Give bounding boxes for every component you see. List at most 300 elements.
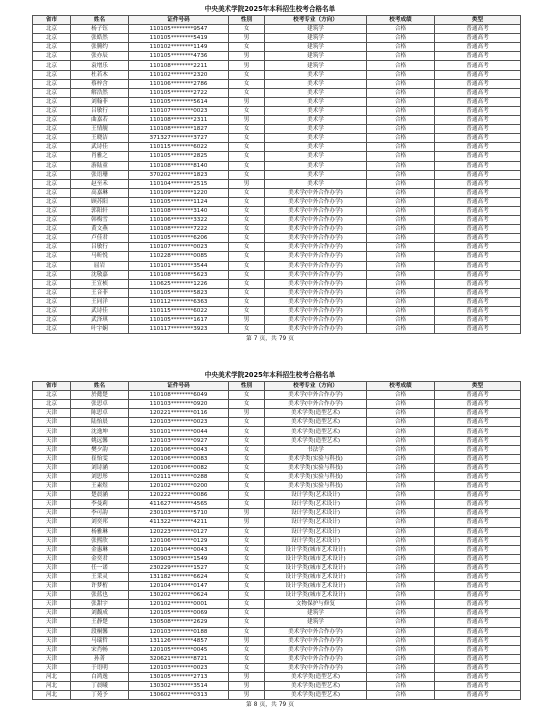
category-cell: 普通高考 — [435, 316, 521, 325]
id-number-cell: 110108********3140 — [129, 206, 229, 215]
name-cell: 刘诗涵 — [71, 463, 129, 472]
footer-prefix: 第 — [245, 702, 252, 709]
table-row — [33, 627, 521, 636]
result-cell: 合格 — [367, 591, 435, 600]
table-row — [33, 600, 521, 609]
gender-cell: 女 — [229, 288, 265, 297]
category-cell: 普通高考 — [435, 61, 521, 70]
table-row — [33, 545, 521, 554]
province-cell: 北京 — [33, 88, 71, 97]
table-row — [33, 654, 521, 663]
major-cell: 设计学类(艺术设计) — [265, 509, 367, 518]
result-cell: 合格 — [367, 234, 435, 243]
result-cell: 合格 — [367, 61, 435, 70]
major-cell: 美术学 — [265, 161, 367, 170]
table-row — [33, 116, 521, 125]
id-number-cell: 310101********0044 — [129, 427, 229, 436]
table-row — [33, 25, 521, 34]
gender-cell: 女 — [229, 134, 265, 143]
result-cell: 合格 — [367, 618, 435, 627]
category-cell: 普通高考 — [435, 270, 521, 279]
category-cell: 普通高考 — [435, 609, 521, 618]
result-cell: 合格 — [367, 252, 435, 261]
gender-cell: 女 — [229, 609, 265, 618]
major-cell: 美术学(中外合作办学) — [265, 645, 367, 654]
footer-mid: 页，共 — [259, 702, 277, 709]
category-cell: 普通高考 — [435, 279, 521, 288]
table-row — [33, 645, 521, 654]
name-cell: 袁增乐 — [71, 61, 129, 70]
column-header: 类型 — [435, 382, 521, 391]
category-cell: 普通高考 — [435, 261, 521, 270]
category-cell: 普通高考 — [435, 116, 521, 125]
table-row — [33, 663, 521, 672]
gender-cell: 女 — [229, 418, 265, 427]
province-cell: 北京 — [33, 206, 71, 215]
province-cell: 北京 — [33, 225, 71, 234]
major-cell: 美术学(中外合作办学) — [265, 297, 367, 306]
name-cell: 王静楚 — [71, 618, 129, 627]
name-cell: 刘翰菲 — [71, 97, 129, 106]
province-cell: 天津 — [33, 536, 71, 545]
result-cell: 合格 — [367, 97, 435, 106]
table-row — [33, 88, 521, 97]
category-cell: 普通高考 — [435, 582, 521, 591]
major-cell: 美术学(中外合作办学) — [265, 197, 367, 206]
province-cell: 北京 — [33, 297, 71, 306]
major-cell: 美术学 — [265, 79, 367, 88]
province-cell: 北京 — [33, 316, 71, 325]
table-row — [33, 691, 521, 700]
id-number-cell: 371327********3727 — [129, 134, 229, 143]
id-number-cell: 110107********0023 — [129, 106, 229, 115]
name-cell: 王音菲 — [71, 288, 129, 297]
category-cell: 普通高考 — [435, 143, 521, 152]
table-row — [33, 252, 521, 261]
gender-cell: 女 — [229, 206, 265, 215]
major-cell: 美术学(中外合作办学) — [265, 325, 367, 334]
result-cell: 合格 — [367, 243, 435, 252]
major-cell: 美术学 — [265, 125, 367, 134]
table-row — [33, 491, 521, 500]
name-cell: 白鸿逸 — [71, 673, 129, 682]
name-cell: 吕敏行 — [71, 243, 129, 252]
category-cell: 普通高考 — [435, 645, 521, 654]
major-cell: 美术学 — [265, 70, 367, 79]
name-cell: 韩梅雪 — [71, 216, 129, 225]
gender-cell: 女 — [229, 79, 265, 88]
id-number-cell: 131126********4857 — [129, 636, 229, 645]
id-number-cell: 110105********9547 — [129, 25, 229, 34]
result-cell: 合格 — [367, 645, 435, 654]
gender-cell: 男 — [229, 509, 265, 518]
id-number-cell: 110625********1226 — [129, 279, 229, 288]
province-cell: 北京 — [33, 400, 71, 409]
category-cell: 普通高考 — [435, 243, 521, 252]
gender-cell: 女 — [229, 645, 265, 654]
table-row — [33, 463, 521, 472]
id-number-cell: 110112********6363 — [129, 297, 229, 306]
gender-cell: 女 — [229, 261, 265, 270]
province-cell: 北京 — [33, 34, 71, 43]
province-cell: 北京 — [33, 243, 71, 252]
id-number-cell: 110108********2211 — [129, 61, 229, 70]
category-cell: 普通高考 — [435, 188, 521, 197]
gender-cell: 女 — [229, 600, 265, 609]
major-cell: 设计学类(城市艺术设计) — [265, 572, 367, 581]
gender-cell: 女 — [229, 463, 265, 472]
result-cell: 合格 — [367, 427, 435, 436]
id-number-cell: 411627********4565 — [129, 500, 229, 509]
id-number-cell: 120221********0116 — [129, 409, 229, 418]
table-row — [33, 288, 521, 297]
table-row — [33, 170, 521, 179]
province-cell: 北京 — [33, 270, 71, 279]
result-cell: 合格 — [367, 52, 435, 61]
name-cell: 刘奕邦 — [71, 518, 129, 527]
major-cell: 美术学 — [265, 106, 367, 115]
id-number-cell: 320621********8721 — [129, 654, 229, 663]
name-cell: 於懿楚 — [71, 391, 129, 400]
province-cell: 天津 — [33, 582, 71, 591]
category-cell: 普通高考 — [435, 288, 521, 297]
major-cell: 美术学 — [265, 179, 367, 188]
category-cell: 普通高考 — [435, 654, 521, 663]
province-cell: 北京 — [33, 106, 71, 115]
table-row — [33, 43, 521, 52]
major-cell: 美术学(中外合作办学) — [265, 216, 367, 225]
major-cell: 美术学(中外合作办学) — [265, 391, 367, 400]
id-number-cell: 110104********2515 — [129, 179, 229, 188]
province-cell: 天津 — [33, 654, 71, 663]
province-cell: 北京 — [33, 288, 71, 297]
result-cell: 合格 — [367, 288, 435, 297]
column-header: 省市 — [33, 382, 71, 391]
result-cell: 合格 — [367, 307, 435, 316]
table-row — [33, 70, 521, 79]
result-cell: 合格 — [367, 325, 435, 334]
gender-cell: 男 — [229, 409, 265, 418]
total-pages: 79 — [278, 702, 287, 709]
category-cell: 普通高考 — [435, 454, 521, 463]
column-header: 省市 — [33, 16, 71, 25]
column-header: 类型 — [435, 16, 521, 25]
total-pages: 79 — [278, 336, 287, 343]
result-cell: 合格 — [367, 582, 435, 591]
table-row — [33, 454, 521, 463]
result-cell: 合格 — [367, 88, 435, 97]
table-row — [33, 427, 521, 436]
id-number-cell: 120102********0001 — [129, 600, 229, 609]
major-cell: 美术学(中外合作办学) — [265, 654, 367, 663]
name-cell: 杜若木 — [71, 70, 129, 79]
name-cell: 李曼莉 — [71, 500, 129, 509]
id-number-cell: 110103********0920 — [129, 400, 229, 409]
result-cell: 合格 — [367, 682, 435, 691]
name-cell: 张语珊 — [71, 170, 129, 179]
province-cell: 北京 — [33, 325, 71, 334]
id-number-cell: 120223********0127 — [129, 527, 229, 536]
header-row — [33, 16, 521, 25]
result-cell: 合格 — [367, 482, 435, 491]
table-row — [33, 572, 521, 581]
category-cell: 普通高考 — [435, 325, 521, 334]
id-number-cell: 110105********2722 — [129, 88, 229, 97]
id-number-cell: 230229********1527 — [129, 563, 229, 572]
major-cell: 美术学类(造型艺术) — [265, 409, 367, 418]
province-cell: 天津 — [33, 527, 71, 536]
category-cell: 普通高考 — [435, 88, 521, 97]
table-row — [33, 554, 521, 563]
id-number-cell: 131182********6624 — [129, 572, 229, 581]
gender-cell: 男 — [229, 316, 265, 325]
province-cell: 北京 — [33, 161, 71, 170]
name-cell: 游陆童 — [71, 161, 129, 170]
province-cell: 天津 — [33, 609, 71, 618]
category-cell: 普通高考 — [435, 673, 521, 682]
gender-cell: 女 — [229, 307, 265, 316]
id-number-cell: 110115********6022 — [129, 307, 229, 316]
table-row — [33, 279, 521, 288]
gender-cell: 女 — [229, 427, 265, 436]
id-number-cell: 110108********5623 — [129, 270, 229, 279]
gender-cell: 女 — [229, 152, 265, 161]
gender-cell: 女 — [229, 618, 265, 627]
category-cell: 普通高考 — [435, 52, 521, 61]
gender-cell: 男 — [229, 518, 265, 527]
table-row — [33, 243, 521, 252]
name-cell: 于语明 — [71, 663, 129, 672]
table-row — [33, 143, 521, 152]
table-row — [33, 216, 521, 225]
gender-cell: 女 — [229, 197, 265, 206]
result-cell: 合格 — [367, 500, 435, 509]
gender-cell: 女 — [229, 143, 265, 152]
name-cell: 张思卓 — [71, 400, 129, 409]
result-cell: 合格 — [367, 70, 435, 79]
name-cell: 王采灵 — [71, 572, 129, 581]
name-cell: 屈岩 — [71, 261, 129, 270]
name-cell: 樊夕韵 — [71, 445, 129, 454]
gender-cell: 女 — [229, 572, 265, 581]
category-cell: 普通高考 — [435, 636, 521, 645]
major-cell: 设计学类(城市艺术设计) — [265, 554, 367, 563]
id-number-cell: 110105********2825 — [129, 152, 229, 161]
province-cell: 北京 — [33, 279, 71, 288]
id-number-cell: 130202********0624 — [129, 591, 229, 600]
table-row — [33, 472, 521, 481]
column-header: 姓名 — [71, 382, 129, 391]
column-header: 姓名 — [71, 16, 129, 25]
name-cell: 曲嘉若 — [71, 116, 129, 125]
result-cell: 合格 — [367, 225, 435, 234]
category-cell: 普通高考 — [435, 25, 521, 34]
table-row — [33, 61, 521, 70]
major-cell: 建筑学 — [265, 618, 367, 627]
category-cell: 普通高考 — [435, 463, 521, 472]
major-cell: 美术学(中外合作办学) — [265, 252, 367, 261]
document-title: 中央美术学院2025年本科招生校考合格名单 — [204, 5, 336, 13]
gender-cell: 女 — [229, 25, 265, 34]
gender-cell: 女 — [229, 527, 265, 536]
gender-cell: 女 — [229, 454, 265, 463]
name-cell: 丁晨曦 — [71, 682, 129, 691]
gender-cell: 男 — [229, 636, 265, 645]
province-cell: 北京 — [33, 197, 71, 206]
province-cell: 北京 — [33, 116, 71, 125]
province-cell: 天津 — [33, 500, 71, 509]
name-cell: 黄文燕 — [71, 225, 129, 234]
table-row — [33, 206, 521, 215]
province-cell: 北京 — [33, 234, 71, 243]
id-number-cell: 120103********0927 — [129, 436, 229, 445]
major-cell: 美术学类(造型艺术) — [265, 673, 367, 682]
category-cell: 普通高考 — [435, 216, 521, 225]
id-number-cell: 230103********5710 — [129, 509, 229, 518]
id-number-cell: 120106********0083 — [129, 454, 229, 463]
table-row — [33, 636, 521, 645]
id-number-cell: 110105********5419 — [129, 34, 229, 43]
name-cell: 赵至禾 — [71, 179, 129, 188]
result-cell: 合格 — [367, 609, 435, 618]
table-row — [33, 307, 521, 316]
id-number-cell: 110102********2320 — [129, 70, 229, 79]
gender-cell: 男 — [229, 116, 265, 125]
result-cell: 合格 — [367, 152, 435, 161]
name-cell: 高嘉琳 — [71, 188, 129, 197]
name-cell: 姚远馨 — [71, 436, 129, 445]
province-cell: 北京 — [33, 261, 71, 270]
category-cell: 普通高考 — [435, 197, 521, 206]
id-number-cell: 120222********0086 — [129, 491, 229, 500]
category-cell: 普通高考 — [435, 445, 521, 454]
major-cell: 设计学类(艺术设计) — [265, 527, 367, 536]
table-row — [33, 482, 521, 491]
name-cell: 任一诺 — [71, 563, 129, 572]
result-cell: 合格 — [367, 188, 435, 197]
name-cell: 丁苑予 — [71, 691, 129, 700]
name-cell: 武诗佳 — [71, 143, 129, 152]
province-cell: 天津 — [33, 627, 71, 636]
result-cell: 合格 — [367, 161, 435, 170]
category-cell: 普通高考 — [435, 572, 521, 581]
major-cell: 美术学 — [265, 88, 367, 97]
result-cell: 合格 — [367, 34, 435, 43]
table-row — [33, 106, 521, 115]
table-row — [33, 234, 521, 243]
id-number-cell: 120105********0069 — [129, 609, 229, 618]
category-cell: 普通高考 — [435, 554, 521, 563]
major-cell: 美术学类(造型艺术) — [265, 427, 367, 436]
result-cell: 合格 — [367, 409, 435, 418]
name-cell: 张甜宇 — [71, 600, 129, 609]
category-cell: 普通高考 — [435, 518, 521, 527]
gender-cell: 女 — [229, 70, 265, 79]
major-cell: 美术学类(造型艺术) — [265, 418, 367, 427]
major-cell: 设计学类(艺术设计) — [265, 518, 367, 527]
table-row — [33, 225, 521, 234]
province-cell: 天津 — [33, 454, 71, 463]
major-cell: 设计学类(城市艺术设计) — [265, 545, 367, 554]
category-cell: 普通高考 — [435, 545, 521, 554]
name-cell: 郭阳轩 — [71, 206, 129, 215]
result-cell: 合格 — [367, 106, 435, 115]
name-cell: 杨子钰 — [71, 25, 129, 34]
gender-cell: 女 — [229, 482, 265, 491]
result-cell: 合格 — [367, 445, 435, 454]
gender-cell: 女 — [229, 252, 265, 261]
id-number-cell: 120104********0043 — [129, 545, 229, 554]
id-number-cell: 110108********7222 — [129, 225, 229, 234]
gender-cell: 女 — [229, 563, 265, 572]
category-cell: 普通高考 — [435, 79, 521, 88]
result-cell: 合格 — [367, 536, 435, 545]
footer-suffix: 页 — [288, 702, 295, 709]
id-number-cell: 411322********4211 — [129, 518, 229, 527]
category-cell: 普通高考 — [435, 691, 521, 700]
name-cell: 卢佳君 — [71, 234, 129, 243]
category-cell: 普通高考 — [435, 170, 521, 179]
footer-prefix: 第 — [245, 336, 252, 343]
category-cell: 普通高考 — [435, 252, 521, 261]
category-cell: 普通高考 — [435, 307, 521, 316]
name-cell: 王宣桢 — [71, 279, 129, 288]
id-number-cell: 120103********0188 — [129, 627, 229, 636]
province-cell: 北京 — [33, 307, 71, 316]
major-cell: 设计学类(城市艺术设计) — [265, 582, 367, 591]
category-cell: 普通高考 — [435, 106, 521, 115]
gender-cell: 女 — [229, 654, 265, 663]
table-row — [33, 125, 521, 134]
name-cell: 吕敏行 — [71, 106, 129, 115]
province-cell: 北京 — [33, 152, 71, 161]
category-cell: 普通高考 — [435, 70, 521, 79]
result-cell: 合格 — [367, 491, 435, 500]
table-row — [33, 52, 521, 61]
id-number-cell: 110228********0085 — [129, 252, 229, 261]
id-number-cell: 110109********1220 — [129, 188, 229, 197]
id-number-cell: 120103********0023 — [129, 663, 229, 672]
province-cell: 天津 — [33, 409, 71, 418]
name-cell: 张腾约 — [71, 43, 129, 52]
id-number-cell: 120105********0045 — [129, 645, 229, 654]
category-cell: 普通高考 — [435, 297, 521, 306]
province-cell: 天津 — [33, 463, 71, 472]
major-cell: 美术学类(造型艺术) — [265, 436, 367, 445]
result-cell: 合格 — [367, 554, 435, 563]
result-cell: 合格 — [367, 691, 435, 700]
province-cell: 天津 — [33, 482, 71, 491]
result-cell: 合格 — [367, 197, 435, 206]
major-cell: 美术学(中外合作办学) — [265, 400, 367, 409]
gender-cell: 男 — [229, 691, 265, 700]
major-cell: 美术学 — [265, 134, 367, 143]
gender-cell: 女 — [229, 325, 265, 334]
table-row — [33, 682, 521, 691]
table-row — [33, 527, 521, 536]
table-row — [33, 409, 521, 418]
major-cell: 美术学类(实验与科技) — [265, 454, 367, 463]
major-cell: 美术学类(实验与科技) — [265, 472, 367, 481]
province-cell: 天津 — [33, 572, 71, 581]
result-cell: 合格 — [367, 563, 435, 572]
table-row — [33, 418, 521, 427]
category-cell: 普通高考 — [435, 400, 521, 409]
gender-cell: 女 — [229, 545, 265, 554]
category-cell: 普通高考 — [435, 472, 521, 481]
id-number-cell: 110106********2786 — [129, 79, 229, 88]
major-cell: 建筑学 — [265, 34, 367, 43]
